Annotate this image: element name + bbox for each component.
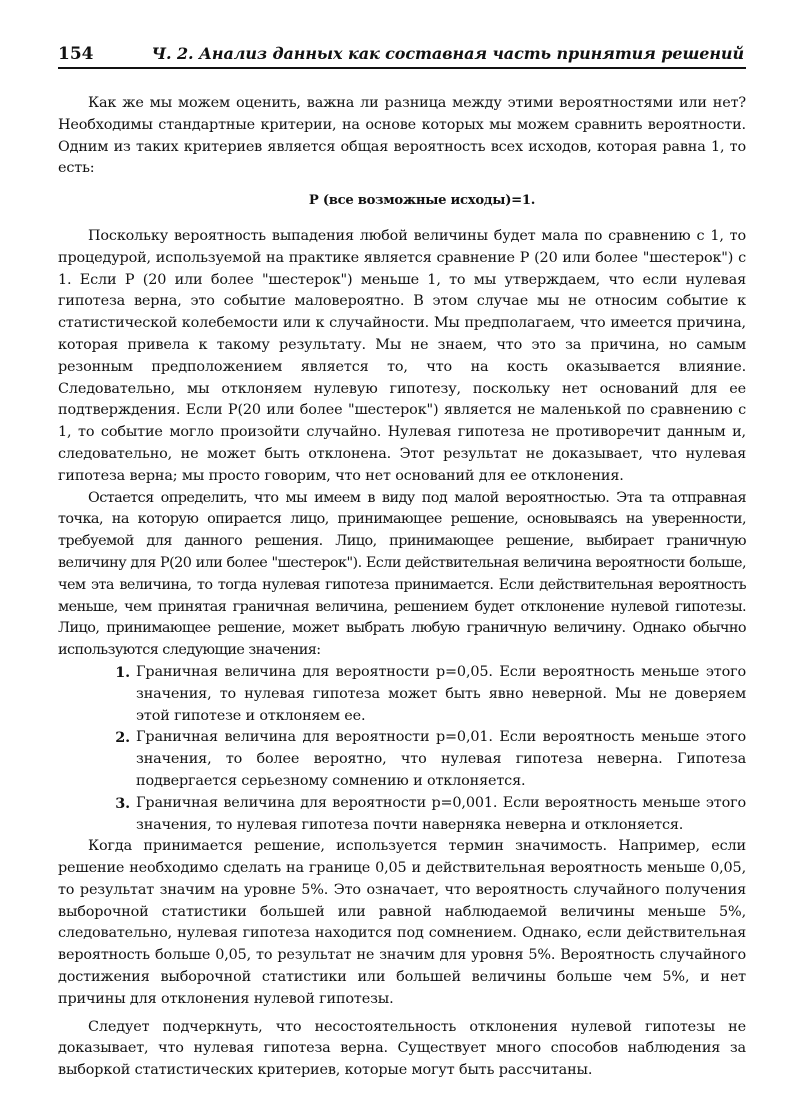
threshold-list — [58, 662, 746, 836]
paragraph-threshold: Остается определить, что мы имеем в виду под малой вероятностью. Эта та отправная точка, на которую опирается лицо, принимающее решение, основываясь на уверенности, требуемой для данного решения. Лицо, принимающее решение, выбирает граничную величину для P(20 или более "шестерок"). Если действительная величина вероятности больше, чем эта величина, то тогда нулевая гипотеза принимается. Если действительная вероятность меньше, чем принятая граничная величина, решением будет отклонение нулевой гипотезы. Лицо, принимающее решение, может выбрать любую граничную величину. Однако обычно используются следующие значения: — [58, 489, 746, 659]
running-head: Ч. 2. Анализ данных как составная часть принятия решений — [151, 44, 744, 63]
paragraph-intro: Как же мы можем оценить, важна ли разница между этими вероятностями или нет? Необходимы стандартные критерии, на основе которых мы можем сравнить вероятности. Одним из таких критериев является общая вероятность всех исходов, которая равна 1, то есть: — [58, 95, 746, 177]
list-item-text: Граничная величина для вероятности p=0,01. Если вероятность меньше этого значения, то более вероятно, что нулевая гипотеза неверна. Гипотеза подвергается серьезному сомнению и отклоняется. — [136, 729, 746, 789]
list-item — [58, 662, 746, 727]
list-item-number: 3. — [115, 794, 130, 812]
list-item-text: Граничная величина для вероятности p=0,001. Если вероятность меньше этого значения, то нулевая гипотеза почти наверняка неверна и отклоняется. — [136, 794, 746, 833]
paragraph-conclusion: Следует подчеркнуть, что несостоятельность отклонения нулевой гипотезы не доказывает, что нулевая гипотеза верна. Существует много способов наблюдения за выборкой статистических критериев, которые могут быть рассчитаны. — [58, 1018, 746, 1079]
formula: P (все возможные исходы)=1. — [308, 193, 536, 209]
book-page — [58, 44, 746, 1082]
list-item — [58, 727, 746, 792]
list-item-number: 2. — [115, 729, 130, 747]
list-item — [58, 793, 746, 837]
page-header — [58, 44, 746, 69]
paragraph-comparison: Поскольку вероятность выпадения любой величины будет мала по сравнению с 1, то процедурой, используемой на практике является сравнение P (20 или более "шестерок") с 1. Если P (20 или более "шестерок") меньше 1, то мы утверждаем, что если нулевая гипотеза верна, это событие маловероятно. В этом случае мы не относим событие к статистической колебемости или к случайности. Мы предполагаем, что имеется причина, которая привела к такому результату. Мы не знаем, что это за причина, но самым резонным предположением является то, что на кость оказывается влияние. Следовательно, мы отклоняем нулевую гипотезу, поскольку нет оснований для ее подтверждения. Если P(20 или более "шестерок") является не маленькой по сравнению с 1, то событие могло произойти случайно. Нулевая гипотеза не противоречит данным и, следовательно, не может быть отклонена. Этот результат не доказывает, что нулевая гипотеза верна; мы просто говорим, что нет оснований для ее отклонения. — [58, 227, 746, 484]
page-number: 154 — [58, 44, 94, 64]
paragraph-significance: Когда принимается решение, используется термин значимость. Например, если решение необходимо сделать на границе 0,05 и действительная вероятность меньше 0,05, то результат значим на уровне 5%. Это означает, что вероятность случайного получения выборочной статистики большей или равной наблюдаемой величины меньше 5%, следовательно, нулевая гипотеза находится под сомнением. Однако, если действительная вероятность больше 0,05, то результат не значим для уровня 5%. Вероятность случайного достижения выборочной статистики или большей величины больше чем 5%, и нет причины для отклонения нулевой гипотезы. — [58, 838, 746, 1007]
list-item-text: Граничная величина для вероятности p=0,05. Если вероятность меньше этого значения, то нулевая гипотеза может быть явно неверной. Мы не доверяем этой гипотезе и отклоняем ее. — [136, 663, 746, 724]
list-item-number: 1. — [115, 663, 130, 681]
